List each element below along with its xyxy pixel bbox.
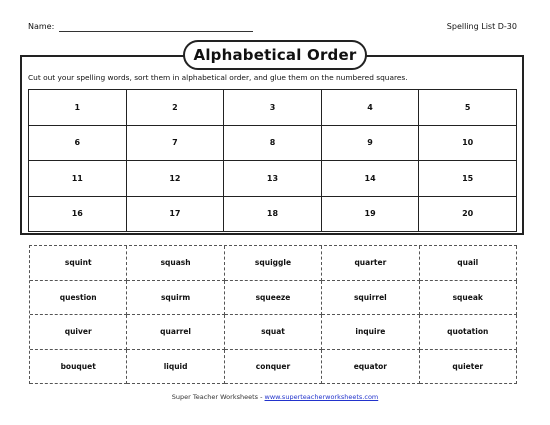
word-card[interactable]: quieter bbox=[420, 350, 517, 385]
word-card[interactable]: squint bbox=[30, 246, 127, 281]
word-card[interactable]: squirrel bbox=[322, 281, 419, 316]
numbered-square: 1 bbox=[29, 90, 127, 126]
word-card[interactable]: quiver bbox=[30, 315, 127, 350]
word-card[interactable]: squash bbox=[127, 246, 224, 281]
numbered-square: 7 bbox=[127, 126, 225, 162]
numbered-square: 17 bbox=[127, 197, 225, 233]
name-line[interactable] bbox=[59, 31, 253, 32]
numbered-square: 4 bbox=[322, 90, 420, 126]
word-card[interactable]: quarrel bbox=[127, 315, 224, 350]
word-card[interactable]: question bbox=[30, 281, 127, 316]
numbered-square: 20 bbox=[419, 197, 517, 233]
numbered-square: 14 bbox=[322, 161, 420, 197]
word-card[interactable]: squiggle bbox=[225, 246, 322, 281]
word-card[interactable]: quail bbox=[420, 246, 517, 281]
numbered-square: 9 bbox=[322, 126, 420, 162]
numbered-square: 6 bbox=[29, 126, 127, 162]
word-card[interactable]: bouquet bbox=[30, 350, 127, 385]
word-card[interactable]: quotation bbox=[420, 315, 517, 350]
word-card[interactable]: squirm bbox=[127, 281, 224, 316]
numbered-square: 15 bbox=[419, 161, 517, 197]
footer-link[interactable]: www.superteacherworksheets.com bbox=[264, 393, 379, 401]
numbered-square: 5 bbox=[419, 90, 517, 126]
word-card[interactable]: quarter bbox=[322, 246, 419, 281]
numbered-square: 3 bbox=[224, 90, 322, 126]
numbered-square: 12 bbox=[127, 161, 225, 197]
numbered-square: 10 bbox=[419, 126, 517, 162]
cutout-words-grid bbox=[29, 245, 517, 384]
footer-credit: Super Teacher Worksheets - bbox=[171, 393, 265, 401]
numbered-square: 13 bbox=[224, 161, 322, 197]
instructions: Cut out your spelling words, sort them in alphabetical order, and glue them on the numbered squares. bbox=[28, 73, 408, 82]
word-card[interactable]: squeeze bbox=[225, 281, 322, 316]
word-card[interactable]: equator bbox=[322, 350, 419, 385]
spelling-list-label: Spelling List D-30 bbox=[446, 22, 517, 31]
word-card[interactable]: conquer bbox=[225, 350, 322, 385]
numbered-square: 8 bbox=[224, 126, 322, 162]
word-card[interactable]: squeak bbox=[420, 281, 517, 316]
name-label: Name: bbox=[28, 22, 55, 31]
numbered-square: 11 bbox=[29, 161, 127, 197]
numbered-square: 16 bbox=[29, 197, 127, 233]
word-card[interactable]: liquid bbox=[127, 350, 224, 385]
word-card[interactable]: squat bbox=[225, 315, 322, 350]
numbered-square: 19 bbox=[322, 197, 420, 233]
word-card[interactable]: inquire bbox=[322, 315, 419, 350]
numbered-squares-grid bbox=[28, 89, 517, 232]
worksheet-title: Alphabetical Order bbox=[183, 40, 367, 70]
numbered-square: 18 bbox=[224, 197, 322, 233]
footer bbox=[0, 393, 550, 401]
numbered-square: 2 bbox=[127, 90, 225, 126]
